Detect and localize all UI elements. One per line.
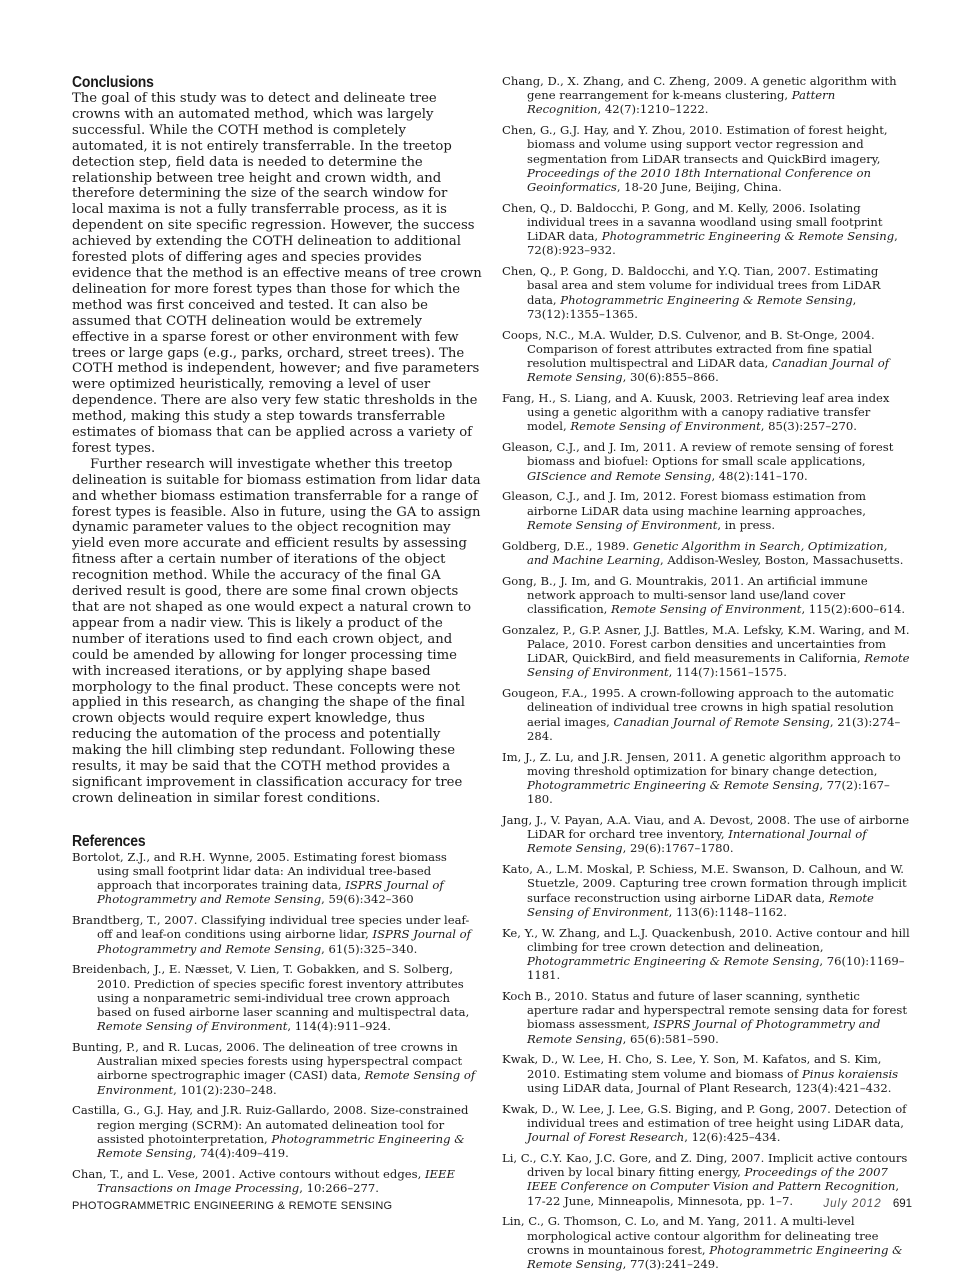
reference-source: Photogrammetric Engineering & Remote Sensing	[527, 1242, 903, 1271]
reference-source: Photogrammetric Engineering & Remote Sensing	[527, 954, 820, 969]
reference-source: IEEE Transactions on Image Processing	[97, 1166, 455, 1196]
reference-text: Gonzalez, P., G.P. Asner, J.J. Battles, M.A. Lefsky, K.M. Waring, and M. Palace, 2010. Forest carbon densities and uncertainties from LiDAR, QuickBird, and field measurements in California,	[502, 622, 910, 666]
reference-text: Brandtberg, T., 2007. Classifying individual tree species under leaf-off and leaf-on conditions using airborne lidar,	[72, 913, 470, 942]
reference-item	[502, 74, 912, 117]
reference-item	[502, 123, 912, 194]
reference-text: Breidenbach, J., E. Næsset, V. Lien, T. Gobakken, and S. Solberg, 2010. Prediction of species specific forest inventory attributes using a nonparametric semi-individual tree crown approach based on fused airborne laser scanning and multispectral data,	[72, 962, 470, 1019]
reference-details: , 115(2):600–614.	[801, 602, 906, 617]
reference-item	[502, 1102, 912, 1145]
reference-text: Chen, Q., D. Baldocchi, P. Gong, and M. Kelly, 2006. Isolating individual trees in a savanna woodland using small footprint LiDAR data,	[502, 200, 883, 244]
reference-text: Gong, B., J. Im, and G. Mountrakis, 2011. An artificial immune network approach to multi-sensor land use/land cover classification,	[502, 573, 868, 617]
reference-item	[502, 264, 912, 321]
reference-text: Gougeon, F.A., 1995. A crown-following approach to the automatic delineation of individual tree crowns in high spatial resolution aerial images,	[502, 686, 894, 729]
conclusions-heading: Conclusions	[72, 74, 154, 91]
reference-text: Gleason, C.J., and J. Im, 2012. Forest biomass estimation from airborne LiDAR data using machine learning approaches,	[502, 489, 866, 518]
reference-text: Goldberg, D.E., 1989.	[502, 538, 633, 553]
reference-item	[502, 328, 912, 385]
footer-date: July 2012	[823, 1198, 882, 1210]
reference-item	[502, 623, 912, 680]
reference-text: Kwak, D., W. Lee, J. Lee, G.S. Biging, and P. Gong, 2007. Detection of individual trees and estimation of tree height using LiDAR data,	[502, 1101, 907, 1130]
reference-source: ISPRS Journal of Photogrammetry and Remote Sensing	[527, 1017, 881, 1046]
reference-source: GIScience and Remote Sensing	[527, 468, 712, 483]
reference-details: , 85(3):257–270.	[760, 419, 857, 434]
reference-text: Chen, Q., P. Gong, D. Baldocchi, and Y.Q. Tian, 2007. Estimating basal area and stem volume for individual trees from LiDAR data,	[502, 264, 881, 307]
reference-source: Remote Sensing of Environment	[570, 419, 761, 434]
reference-text: Kwak, D., W. Lee, H. Cho, S. Lee, Y. Son, M. Kafatos, and S. Kim, 2010. Estimating stem volume and biomass of	[502, 1052, 882, 1081]
reference-source: Genetic Algorithm in Search, Optimization, and Machine Learning	[527, 538, 888, 567]
reference-text: Lin, C., G. Thomson, C. Lo, and M. Yang, 2011. A multi-level morphological active contour algorithm for delineating tree crowns in mountainous forest,	[502, 1214, 879, 1257]
reference-item	[502, 574, 912, 617]
footer-journal-name: PHOTOGRAMMETRIC ENGINEERING & REMOTE SENSING	[72, 1200, 393, 1212]
reference-item	[72, 1040, 482, 1097]
reference-source: International Journal of Remote Sensing	[527, 827, 867, 856]
reference-details: , 77(3):241–249.	[622, 1256, 719, 1271]
reference-source: Remote Sensing of Environment	[97, 1068, 476, 1097]
reference-details: , in press.	[717, 517, 776, 532]
reference-details: , 21(3):274–284.	[527, 714, 901, 743]
reference-source: Remote Sensing of Environment	[527, 651, 910, 680]
reference-details: , 73(12):1355–1365.	[527, 292, 857, 321]
reference-item	[502, 391, 912, 434]
reference-text: Chan, T., and L. Vese, 2001. Active contours without edges,	[72, 1166, 425, 1181]
reference-text: Im, J., Z. Lu, and J.R. Jensen, 2011. A genetic algorithm approach to moving threshold optimization for binary change detection,	[502, 749, 901, 778]
reference-source: Photogrammetric Engineering & Remote Sensing	[97, 1131, 465, 1161]
reference-details: , 113(6):1148–1162.	[668, 904, 787, 919]
reference-item	[502, 201, 912, 258]
reference-item	[502, 440, 912, 483]
reference-details: , 65(6):581–590.	[622, 1031, 719, 1046]
reference-details: , 61(5):325–340.	[321, 941, 418, 956]
reference-source: Remote Sensing of Environment	[611, 602, 802, 617]
reference-source: Journal of Forest Research	[527, 1130, 685, 1145]
reference-item	[502, 1052, 912, 1095]
reference-source: Photogrammetric Engineering & Remote Sensing	[527, 778, 820, 793]
reference-item	[502, 862, 912, 919]
reference-text: Bunting, P., and R. Lucas, 2006. The delineation of tree crowns in Australian mixed species forests using hyperspectral compact airborne spectrographic imager (CASI) data,	[72, 1040, 463, 1083]
reference-details: , 114(4):911–924.	[287, 1019, 391, 1034]
reference-item	[502, 813, 912, 856]
reference-source: Pinus koraiensis	[801, 1066, 899, 1081]
reference-item	[502, 926, 912, 983]
reference-source: Canadian Journal of Remote Sensing	[613, 714, 830, 729]
reference-text: Castilla, G., G.J. Hay, and J.R. Ruiz-Gallardo, 2008. Size-constrained region merging (SCRM): An automated delineation tool for assisted photointerpretation,	[72, 1103, 469, 1146]
reference-source: Remote Sensing of Environment	[97, 1019, 288, 1034]
reference-details: , 72(8):923–932.	[527, 229, 898, 258]
reference-item	[72, 850, 482, 907]
conclusions-paragraph-1: The goal of this study was to detect and delineate tree crowns with an automated method, which was largely successful. While the COTH method is completely automated, it is not entirely transferrable. In the treetop detection step, field data is needed to determine the relationship between tree height and crown width, and therefore determining the size of the search window for local maxima is not a fully transferrable process, as it is dependent on site specific regression. However, the success achieved by extending the COTH delineation to additional forested plots of differing ages and species provides evidence that the method is an effective means of tree crown delineation for more forest types than those for which the method was first conceived and tested. It can also be assumed that COTH delineation would be extremely effective in a sparse forest or other environment with few trees or large gaps (e.g., parks, orchard, street trees). The COTH method is independent, however; and five parameters were optimized heuristically, removing a level of user dependence. There are also very few static thresholds in the method, making this study a step towards transferrable estimates of biomass that can be applied across a variety of forest types.	[72, 91, 482, 456]
reference-item	[72, 913, 482, 956]
reference-item	[502, 489, 912, 532]
reference-details: , 18-20 June, Beijing, China.	[616, 180, 782, 195]
reference-details: , 59(6):342–360	[321, 892, 414, 907]
reference-text: Jang, J., V. Payan, A.A. Viau, and A. Devost, 2008. The use of airborne LiDAR for orchard tree inventory,	[502, 813, 910, 842]
reference-text: Li, C., C.Y. Kao, J.C. Gore, and Z. Ding, 2007. Implicit active contours driven by local binary fitting energy,	[502, 1150, 908, 1180]
reference-details: , 101(2):230–248.	[173, 1082, 277, 1097]
reference-item	[72, 962, 482, 1033]
reference-item	[502, 686, 912, 743]
conclusions-paragraph-2: Further research will investigate whether this treetop delineation is suitable for biomass estimation from lidar data and whether biomass estimation transferrable for a range of forest types is feasible. Also in future, using the GA to assign dynamic parameter values to the object recognition may yield even more accurate and efficient results by assessing fitness after a certain number of iterations of the object recognition method. While the accuracy of the final GA derived result is good, there are some final crown objects that are not shaped as one would expect a natural crown to appear from a nadir view. This is likely a product of the number of iterations used to find each crown object, and could be amended by allowing for longer processing time with increased iterations, or by applying shape based morphology to the final product. These concepts were not applied in this research, as changing the shape of the final crown objects would require expert knowledge, thus reducing the automation of the process and potentially making the hill climbing step redundant. Following these results, it may be said that the COTH method provides a significant improvement in classification accuracy for tree crown delineation in similar forest conditions.	[72, 456, 481, 806]
left-column	[72, 74, 482, 1202]
reference-item	[72, 1167, 482, 1195]
reference-text: Ke, Y., W. Zhang, and L.J. Quackenbush, 2010. Active contour and hill climbing for tree crown detection and delineation,	[502, 925, 910, 954]
reference-source: Proceedings of the 2010 18th International Conference on Geoinformatics	[527, 165, 872, 195]
reference-text: Fang, H., S. Liang, and A. Kuusk, 2003. Retrieving leaf area index using a genetic algorithm with a canopy radiative transfer model,	[502, 391, 890, 434]
footer-page-info	[823, 1198, 912, 1210]
reference-details: using LiDAR data, Journal of Plant Research, 123(4):421–432.	[527, 1080, 892, 1095]
reference-details: , 17-22 June, Minneapolis, Minnesota, pp. 1–7.	[527, 1179, 900, 1208]
reference-details: , 12(6):425–434.	[684, 1130, 781, 1145]
reference-text: Koch B., 2010. Status and future of laser scanning, synthetic aperture radar and hyperspectral remote sensing data for forest biomass assessment,	[502, 989, 907, 1032]
footer-page-number: 691	[892, 1198, 912, 1210]
reference-source: Proceedings of the 2007 IEEE Conference on Computer Vision and Pattern Recognition	[527, 1165, 896, 1194]
reference-source: Remote Sensing of Environment	[527, 517, 718, 532]
reference-text: Chang, D., X. Zhang, and C. Zheng, 2009. A genetic algorithm with gene rearrangement for k-means clustering,	[502, 74, 897, 103]
reference-details: , 74(4):409–419.	[192, 1146, 289, 1161]
reference-item	[502, 539, 912, 567]
reference-source: Pattern Recognition	[527, 88, 836, 117]
reference-source: Canadian Journal of Remote Sensing	[527, 356, 890, 385]
references-heading: References	[72, 832, 146, 850]
references-list-right	[502, 74, 912, 1271]
reference-item	[72, 1103, 482, 1160]
right-column	[502, 74, 912, 1278]
reference-details: , 29(6):1767–1780.	[622, 841, 734, 856]
reference-details: , 48(2):141–170.	[711, 468, 808, 483]
reference-text: Bortolot, Z.J., and R.H. Wynne, 2005. Estimating forest biomass using small footprint lidar data: An individual tree-based approach that incorporates training data,	[72, 849, 447, 893]
reference-source: Photogrammetric Engineering & Remote Sensing	[560, 292, 853, 307]
reference-item	[502, 1214, 912, 1271]
conclusions-body	[72, 91, 482, 807]
reference-details: , 114(7):1561–1575.	[668, 665, 787, 680]
reference-source: ISPRS Journal of Photogrammetry and Remote Sensing	[97, 878, 444, 907]
reference-details: , 10:266–277.	[299, 1181, 379, 1196]
reference-source: Photogrammetric Engineering & Remote Sensing	[601, 229, 895, 244]
reference-text: Coops, N.C., M.A. Wulder, D.S. Culvenor, and B. St-Onge, 2004. Comparison of forest attributes extracted from fine spatial resolution multispectral and LiDAR data,	[502, 327, 875, 371]
references-list-left	[72, 850, 482, 1195]
reference-text: Gleason, C.J., and J. Im, 2011. A review of remote sensing of forest biomass and biofuel: Options for small scale applications,	[502, 440, 894, 469]
reference-text: Kato, A., L.M. Moskal, P. Schiess, M.E. Swanson, D. Calhoun, and W. Stuetzle, 2009. Capturing tree crown formation through implicit surface reconstruction using airborne LiDAR data,	[502, 862, 907, 905]
reference-source: Remote Sensing of Environment	[527, 890, 874, 919]
reference-item	[502, 989, 912, 1046]
reference-details: , 77(2):167–180.	[527, 778, 890, 807]
reference-details: , Addison-Wesley, Boston, Massachusetts.	[660, 552, 904, 567]
reference-text: Chen, G., G.J. Hay, and Y. Zhou, 2010. Estimation of forest height, biomass and volume using support vector regression and segmentation from LiDAR transects and QuickBird imagery,	[502, 123, 888, 166]
reference-source: ISPRS Journal of Photogrammetry and Remote Sensing	[97, 927, 471, 956]
reference-details: , 42(7):1210–1222.	[597, 102, 709, 117]
reference-item	[502, 750, 912, 807]
reference-details: , 30(6):855–866.	[622, 370, 719, 385]
reference-details: , 76(10):1169–1181.	[527, 954, 905, 983]
